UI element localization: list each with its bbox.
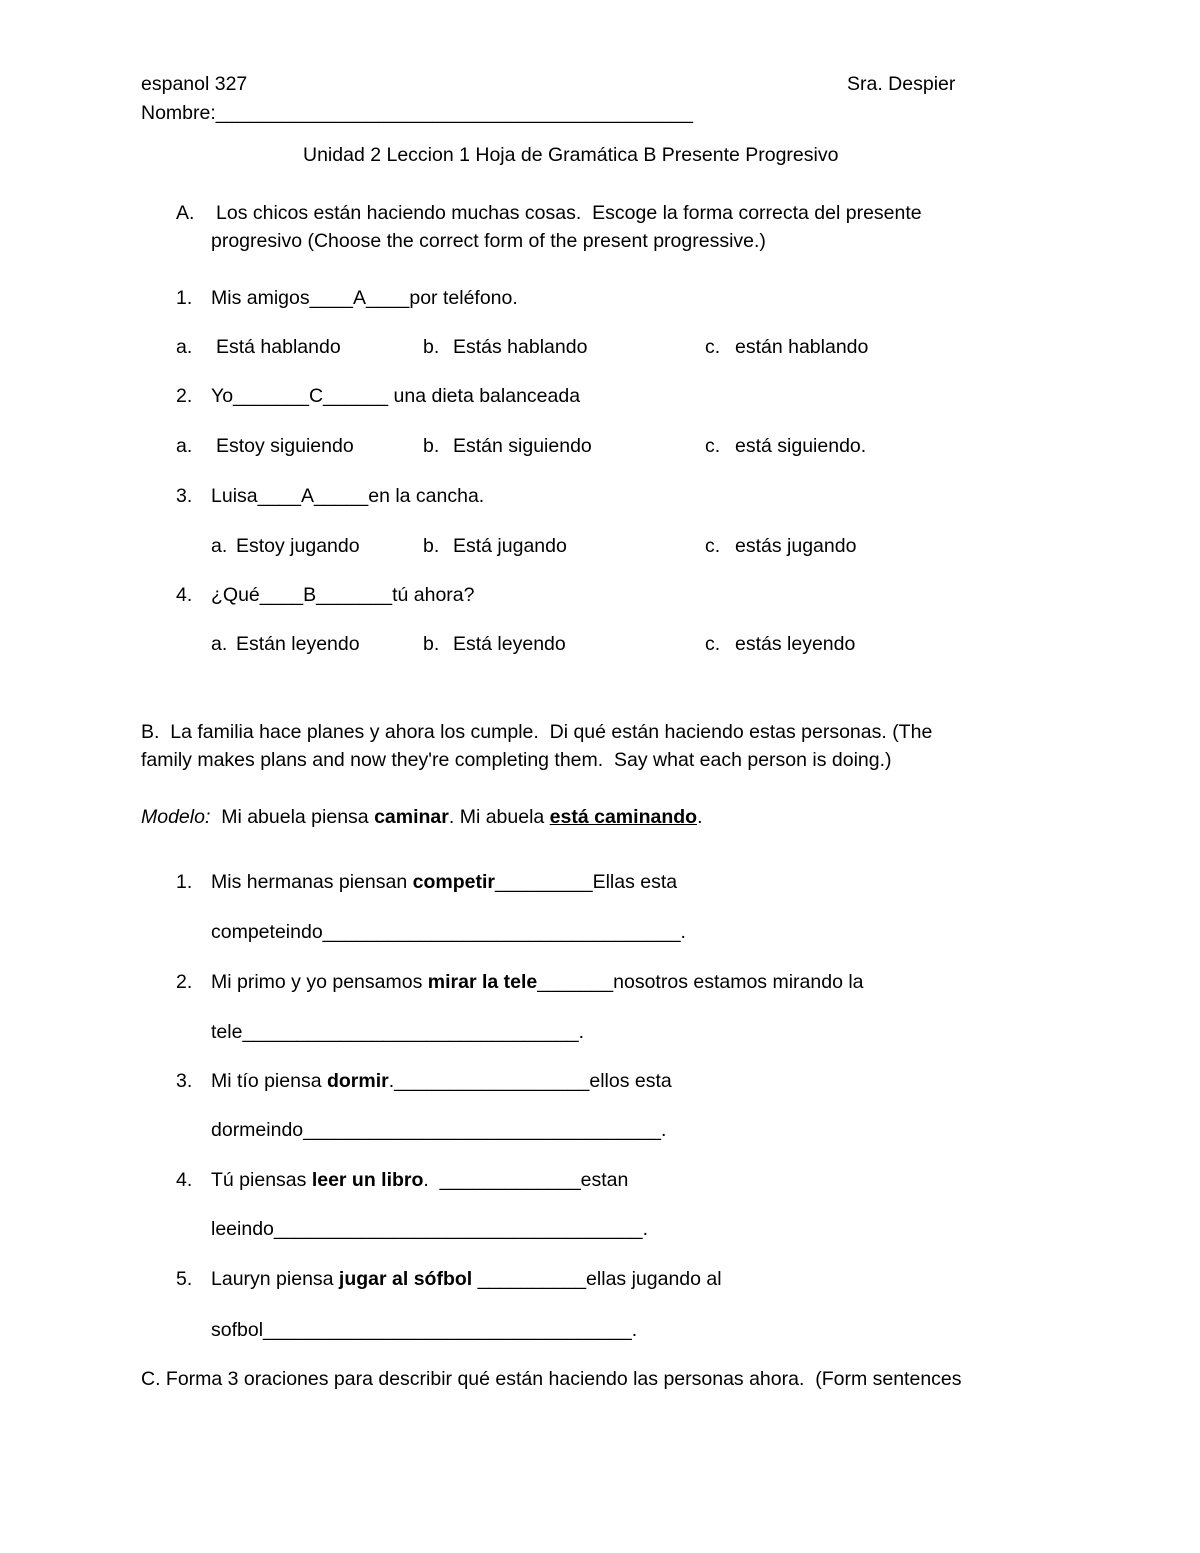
item-answer-line: dormeindo_________________________________. xyxy=(211,1119,667,1141)
model-label: Modelo: xyxy=(141,806,211,828)
item-answer-line: tele_______________________________. xyxy=(211,1021,585,1043)
question-text: Yo_______C______ una dieta balanceada xyxy=(211,385,581,407)
item-prompt: Tú piensas xyxy=(211,1169,312,1191)
teacher-label: Sra. Despier xyxy=(847,73,956,95)
item-answer: __________ellas jugando al xyxy=(472,1268,722,1290)
question-number: 2. xyxy=(176,385,193,407)
item-answer-line: leeindo__________________________________. xyxy=(211,1218,649,1240)
option-text: está siguiendo. xyxy=(735,435,867,457)
option-letter: a. xyxy=(176,336,193,358)
item-line xyxy=(211,1069,672,1093)
model-text-end: . xyxy=(697,806,703,828)
question-number: 3. xyxy=(176,485,193,507)
option-text: Estoy siguiendo xyxy=(216,435,354,457)
item-line xyxy=(211,1267,722,1291)
option-text: Está leyendo xyxy=(453,633,566,655)
item-number: 3. xyxy=(176,1070,193,1092)
option-letter: b. xyxy=(423,435,440,457)
item-line xyxy=(211,1168,628,1192)
model-line xyxy=(141,805,702,829)
item-answer: .__________________ellos esta xyxy=(388,1070,672,1092)
option-text: Está jugando xyxy=(453,535,567,557)
question-text: Luisa____A_____en la cancha. xyxy=(211,485,485,507)
item-number: 1. xyxy=(176,871,193,893)
option-letter: a. xyxy=(211,535,228,557)
item-number: 2. xyxy=(176,971,193,993)
model-verb: caminar xyxy=(374,806,449,828)
question-text: ¿Qué____B_______tú ahora? xyxy=(211,584,475,606)
item-prompt: Mi primo y yo pensamos xyxy=(211,971,428,993)
question-number: 4. xyxy=(176,584,193,606)
option-letter: a. xyxy=(176,435,193,457)
option-letter: c. xyxy=(705,336,721,358)
option-text: Estoy jugando xyxy=(236,535,360,557)
option-letter: c. xyxy=(705,633,721,655)
item-prompt: Lauryn piensa xyxy=(211,1268,339,1290)
option-letter: b. xyxy=(423,336,440,358)
model-text-pre: Mi abuela piensa xyxy=(210,806,375,828)
item-answer: . _____________estan xyxy=(423,1169,629,1191)
option-text: estás jugando xyxy=(735,535,857,557)
option-text: están hablando xyxy=(735,336,869,358)
item-number: 5. xyxy=(176,1268,193,1290)
section-b-instructions-1: B. La familia hace planes y ahora los cumple. Di qué están haciendo estas personas. (The xyxy=(141,721,933,743)
item-answer: _______nosotros estamos mirando la xyxy=(537,971,864,993)
question-number: 1. xyxy=(176,287,193,309)
section-a-instructions-2: progresivo (Choose the correct form of the present progressive.) xyxy=(211,230,766,252)
item-answer-line: sofbol__________________________________. xyxy=(211,1319,638,1341)
section-b-instructions-2: family makes plans and now they're completing them. Say what each person is doing.) xyxy=(141,749,892,771)
item-answer: _________Ellas esta xyxy=(494,871,678,893)
item-verb: mirar la tele xyxy=(427,971,538,993)
question-text: Mis amigos____A____por teléfono. xyxy=(211,287,518,309)
item-number: 4. xyxy=(176,1169,193,1191)
item-prompt: Mi tío piensa xyxy=(211,1070,327,1092)
option-text: Estás hablando xyxy=(453,336,588,358)
course-label: espanol 327 xyxy=(141,73,248,95)
name-line xyxy=(141,101,693,125)
section-a-marker: A. xyxy=(176,202,195,224)
item-line xyxy=(211,870,677,894)
item-verb: leer un libro xyxy=(311,1169,424,1191)
model-text-mid: . Mi abuela xyxy=(448,806,550,828)
item-line xyxy=(211,970,864,994)
item-verb: jugar al sófbol xyxy=(338,1268,473,1290)
section-a-instructions-1: Los chicos están haciendo muchas cosas. Escoge la forma correcta del presente xyxy=(216,202,922,224)
item-verb: dormir xyxy=(326,1070,389,1092)
option-text: Están leyendo xyxy=(236,633,360,655)
option-letter: a. xyxy=(211,633,228,655)
option-text: Están siguiendo xyxy=(453,435,592,457)
option-letter: b. xyxy=(423,535,440,557)
option-text: estás leyendo xyxy=(735,633,856,655)
item-answer-line: competeindo_________________________________. xyxy=(211,921,686,943)
name-blank: ____________________________________________ xyxy=(215,102,693,124)
option-letter: c. xyxy=(705,435,721,457)
item-verb: competir xyxy=(412,871,495,893)
worksheet-title: Unidad 2 Leccion 1 Hoja de Gramática B Presente Progresivo xyxy=(303,144,839,166)
section-c-instructions-1: C. Forma 3 oraciones para describir qué están haciendo las personas ahora. (Form sentences xyxy=(141,1368,962,1390)
model-answer: está caminando xyxy=(549,806,698,828)
item-prompt: Mis hermanas piensan xyxy=(211,871,413,893)
option-text: Está hablando xyxy=(216,336,341,358)
option-letter: b. xyxy=(423,633,440,655)
name-label: Nombre: xyxy=(141,102,216,124)
option-letter: c. xyxy=(705,535,721,557)
